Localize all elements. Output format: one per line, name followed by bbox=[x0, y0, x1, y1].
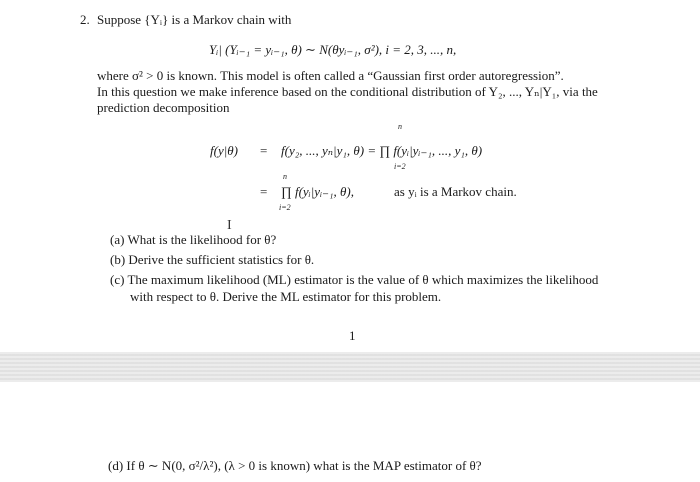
part-d: (d) If θ ∼ N(0, σ²/λ²), (λ > 0 is known) what is the MAP estimator of θ? bbox=[108, 458, 482, 473]
page-break-divider bbox=[0, 352, 700, 382]
problem-number: 2. bbox=[80, 12, 90, 27]
equation-1-product-upper: n bbox=[398, 122, 402, 131]
equation-1-lhs: f(y|θ) bbox=[210, 143, 238, 158]
text-cursor-icon: I bbox=[227, 218, 232, 233]
equation-1-rhs: f(y₂, ..., yₙ|y₁, θ) = ∏ f(yᵢ|yᵢ₋₁, ..., y₁, θ) bbox=[281, 143, 483, 158]
part-c-line-2: with respect to θ. Derive the ML estimator for this problem. bbox=[130, 289, 442, 304]
model-equation: Yᵢ| (Yᵢ₋₁ = yᵢ₋₁, θ) ∼ N(θyᵢ₋₁, σ²), i = 2, 3, ..., n, bbox=[209, 42, 457, 57]
equation-2-note: as yᵢ is a Markov chain. bbox=[394, 184, 517, 199]
equation-1-product-lower: i=2 bbox=[394, 162, 406, 171]
problem-intro: Suppose {Yᵢ} is a Markov chain with bbox=[97, 12, 292, 27]
equation-2-rhs: ∏ f(yᵢ|yᵢ₋₁, θ), bbox=[281, 184, 354, 199]
paragraph-line-1: where σ² > 0 is known. This model is often called a “Gaussian first order autoregression”. bbox=[97, 68, 564, 83]
page-number: 1 bbox=[349, 328, 356, 343]
equation-2-product-lower: i=2 bbox=[279, 203, 291, 212]
paragraph-line-3: prediction decomposition bbox=[97, 100, 230, 115]
part-b: (b) Derive the sufficient statistics for θ. bbox=[110, 252, 315, 267]
part-a: (a) What is the likelihood for θ? bbox=[110, 232, 277, 247]
paragraph-line-2: In this question we make inference based on the conditional distribution of Y₂, ..., Yₙ|Y₁, via the bbox=[97, 84, 598, 99]
part-c-line-1: (c) The maximum likelihood (ML) estimator is the value of θ which maximizes the likelihood bbox=[110, 272, 599, 287]
equation-2-equals: = bbox=[260, 184, 268, 199]
equation-2-product-upper: n bbox=[283, 172, 287, 181]
equation-1-equals: = bbox=[260, 143, 268, 158]
